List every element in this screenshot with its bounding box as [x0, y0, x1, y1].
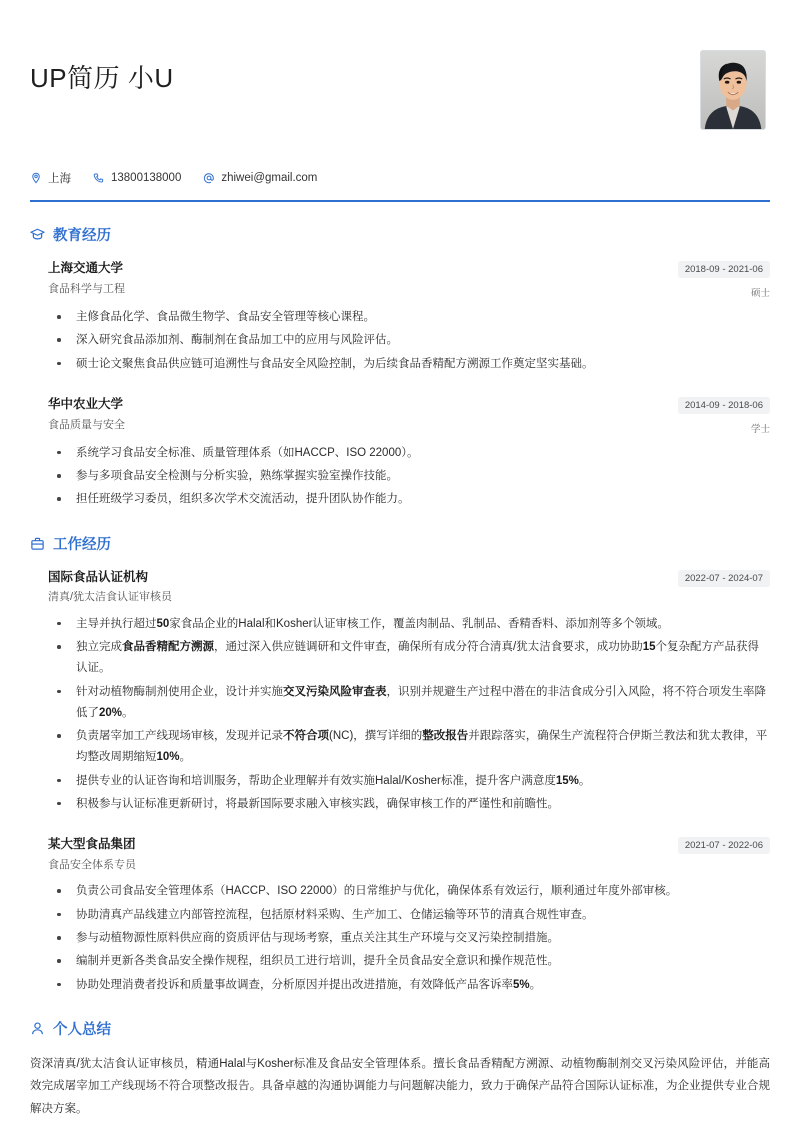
bullet-item: 协助处理消费者投诉和质量事故调查，分析原因并提出改进措施，有效降低产品客诉率5%。: [48, 975, 770, 996]
contact-email-text: zhiwei@gmail.com: [221, 172, 318, 184]
entry-top: [48, 835, 770, 873]
bullet-list: [48, 307, 770, 375]
graduation-cap-icon: [30, 227, 45, 242]
page-title: UP简历 小U: [30, 63, 174, 93]
resume-header: [30, 50, 770, 130]
contact-email: [203, 172, 317, 184]
bullet-item: 积极参与认证标准更新研讨，将最新国际要求融入审核实践，确保审核工作的严谨性和前瞻性。: [48, 794, 770, 815]
school-name: 华中农业大学: [48, 396, 124, 411]
summary-text: 资深清真/犹太洁食认证审核员，精通Halal与Kosher标准及食品安全管理体系。擅长食品香精配方溯源、动植物酶制剂交叉污染风险评估，并能高效完成屠宰加工产线现场不符合项整改报告。具备卓越的沟通协调能力与问题解决能力，致力于确保产品符合国际认证标准，为企业提供专业合规解决方案。: [30, 1057, 770, 1115]
education-entry: [30, 259, 770, 375]
section-summary-header: [30, 1018, 770, 1039]
company-name: 某大型食品集团: [48, 837, 136, 852]
entry-top: [48, 259, 770, 299]
entry-meta: [664, 395, 770, 435]
job-title: 食品安全体系专员: [48, 858, 136, 871]
person-icon: [30, 1021, 45, 1036]
entry-main: [48, 835, 664, 873]
bullet-list: [48, 443, 770, 511]
header-left: [30, 50, 174, 96]
date-badge: 2022-07 - 2024-07: [678, 570, 770, 587]
phone-icon: [93, 172, 105, 184]
entry-meta: [664, 259, 770, 299]
header-divider: [30, 200, 770, 202]
bullet-item: 独立完成食品香精配方溯源，通过深入供应链调研和文件审查，确保所有成分符合清真/犹太洁食要求，成功协助15个复杂配方产品获得认证。: [48, 637, 770, 680]
entry-main: [48, 395, 664, 433]
bullet-item: 主导并执行超过50家食品企业的Halal和Kosher认证审核工作，覆盖肉制品、乳制品、香精香料、添加剂等多个领域。: [48, 614, 770, 635]
location-pin-icon: [30, 172, 42, 184]
section-education-header: [30, 224, 770, 245]
date-badge: 2018-09 - 2021-06: [678, 261, 770, 278]
briefcase-icon: [30, 536, 45, 551]
section-work-header: [30, 533, 770, 554]
bullet-item: 负责公司食品安全管理体系（HACCP、ISO 22000）的日常维护与优化，确保体系有效运行，顺利通过年度外部审核。: [48, 881, 770, 902]
email-at-icon: [203, 172, 215, 184]
major-name: 食品质量与安全: [48, 418, 125, 431]
bullet-item: 深入研究食品添加剂、酶制剂在食品加工中的应用与风险评估。: [48, 330, 770, 351]
contact-phone: [93, 172, 181, 184]
section-work-title: 工作经历: [53, 536, 111, 553]
date-badge: 2021-07 - 2022-06: [678, 837, 770, 854]
work-entry: [30, 568, 770, 816]
contact-phone-text: 13800138000: [111, 172, 182, 184]
degree-label: 学士: [750, 423, 770, 435]
section-education-title: 教育经历: [53, 228, 111, 244]
entry-meta: [664, 568, 770, 587]
education-entry: [30, 395, 770, 511]
job-title: 清真/犹太洁食认证审核员: [48, 591, 173, 604]
school-name: 上海交通大学: [48, 261, 124, 275]
entry-meta: [664, 835, 770, 854]
bullet-item: 协助清真产品线建立内部管控流程，包括原材料采购、生产加工、仓储运输等环节的清真合规性审查。: [48, 905, 770, 926]
bullet-item: 提供专业的认证咨询和培训服务，帮助企业理解并有效实施Halal/Kosher标准，提升客户满意度15%。: [48, 771, 770, 792]
bullet-item: 担任班级学习委员，组织多次学术交流活动，提升团队协作能力。: [48, 489, 770, 510]
contact-row: [30, 170, 770, 186]
major-name: 食品科学与工程: [48, 282, 125, 295]
section-work: [30, 533, 770, 996]
bullet-item: 负责屠宰加工产线现场审核，发现并记录不符合项(NC)，撰写详细的整改报告并跟踪落实，确保生产流程符合伊斯兰教法和犹太教律，平均整改周期缩短10%。: [48, 726, 770, 769]
section-summary-title: 个人总结: [53, 1021, 111, 1038]
bullet-item: 针对动植物酶制剂使用企业，设计并实施交叉污染风险审查表，识别并规避生产过程中潜在的非洁食成分引入风险，将不符合项发生率降低了20%。: [48, 682, 770, 725]
degree-label: 硕士: [750, 288, 770, 299]
bullet-item: 硕士论文聚焦食品供应链可追溯性与食品安全风险控制，为后续食品香精配方溯源工作奠定坚实基础。: [48, 354, 770, 375]
entry-main: [48, 568, 664, 606]
contact-location-text: 上海: [48, 173, 71, 185]
bullet-item: 主修食品化学、食品微生物学、食品安全管理等核心课程。: [48, 307, 770, 328]
entry-main: [48, 259, 664, 297]
work-entry: [30, 835, 770, 996]
date-badge: 2014-09 - 2018-06: [678, 397, 770, 414]
bullet-item: 系统学习食品安全标准、质量管理体系（如HACCP、ISO 22000）。: [48, 443, 770, 464]
company-name: 国际食品认证机构: [48, 569, 149, 584]
bullet-item: 参与多项食品安全检测与分析实验，熟练掌握实验室操作技能。: [48, 466, 770, 487]
section-education: [30, 224, 770, 511]
entry-top: [48, 568, 770, 606]
bullet-item: 参与动植物源性原料供应商的资质评估与现场考察，重点关注其生产环境与交叉污染控制措施。: [48, 928, 770, 949]
entry-top: [48, 395, 770, 435]
bullet-list: [48, 614, 770, 815]
contact-location: [30, 170, 71, 186]
bullet-list: [48, 881, 770, 995]
bullet-item: 编制并更新各类食品安全操作规程，组织员工进行培训，提升全员食品安全意识和操作规范性。: [48, 951, 770, 972]
section-summary: [30, 1018, 770, 1120]
avatar: [700, 50, 766, 130]
